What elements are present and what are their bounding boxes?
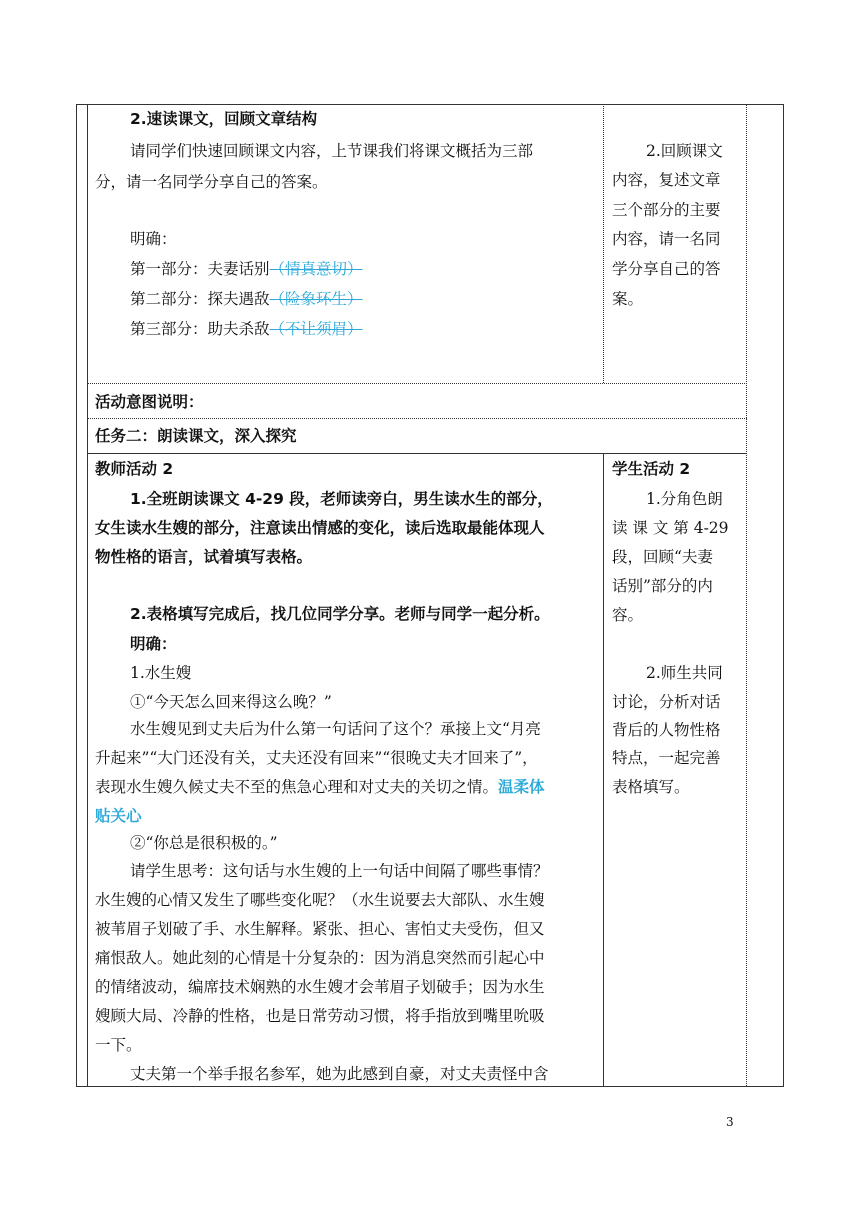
intro-paragraph-line: 分，请一名同学分享自己的答案。 [95,173,328,191]
student-text-line: 三个部分的主要 [612,201,721,219]
teacher-line: 明确： [130,635,177,653]
teacher-line: 嫂顾大局、冷静的性格，也是日常劳动习惯，将手指放到嘴里吮吸 [95,1007,545,1025]
student-text-line: 容。 [612,606,644,624]
student-text-line: 内容，请一名同 [612,230,721,248]
part-row [130,319,363,339]
table-bottom-border [76,1086,783,1087]
teacher-line: ①“今天怎么回来得这么晚？” [130,693,332,711]
teacher-line: 一下。 [95,1036,142,1054]
student-text-line: 表格填写。 [612,778,690,796]
student-text-line: 1.分角色朗 [646,490,723,508]
row-divider-3 [87,453,747,454]
teacher-line: 1.水生嫂 [130,664,192,682]
student-text-line: 案。 [612,290,644,308]
teacher-line: 被苇眉子划破了手、水生解释。紧张、担心、害怕丈夫受伤，但又 [95,920,545,938]
section-heading: 2.速读课文，回顾文章结构 [130,110,318,128]
table-top-border [76,104,783,105]
student-text-line: 段，回顾“夫妻 [612,548,713,566]
table-inner-left-border [87,104,88,1087]
teacher-line: 的情绪波动，编席技术娴熟的水生嫂才会苇眉子划破手；因为水生 [95,978,545,996]
student-text-line: 读 课 文 第 4-29 [612,519,729,537]
mingque-label: 明确： [130,230,177,248]
student-text-line: 学分享自己的答 [612,260,721,278]
teacher-line: 物性格的语言，试着填写表格。 [95,548,313,566]
part-label: 第三部分：助夫杀敌 [130,320,270,338]
teacher-line: 丈夫第一个举手报名参军，她为此感到自豪，对丈夫责怪中含 [130,1065,549,1083]
part-answer: （不让须眉） [269,320,363,338]
teacher-line: 2.表格填写完成后，找几位同学分享。老师与同学一起分析。 [130,605,550,623]
part-row [130,289,363,309]
column-divider-lower [603,453,604,1086]
column-divider [603,104,604,383]
teacher-line: 水生嫂的心情又发生了哪些变化呢？（水生说要去大部队、水生嫂 [95,891,545,909]
table-left-border [76,104,77,1087]
teacher-line-text: 表现水生嫂久候丈夫不至的焦急心理和对丈夫的关切之情。 [95,778,499,796]
part-answer: （险象环生） [269,290,363,308]
row-divider-2 [87,418,747,419]
highlight-trait: 温柔体 [498,778,545,796]
teacher-line: 请学生思考：这句话与水生嫂的上一句话中间隔了哪些事情？ [130,862,549,880]
part-row [130,259,363,279]
student-text-line: 2.师生共同 [646,664,723,682]
teacher-line: 1.全班朗读课文 4-29 段，老师读旁白，男生读水生的部分， [130,490,553,508]
teacher-activity-header: 教师活动 2 [95,460,174,478]
teacher-line: 升起来”“大门还没有关，丈夫还没有回来”“很晚丈夫才回来了”， [95,749,538,767]
part-label: 第二部分：探夫遇敌 [130,290,270,308]
student-text-line: 内容，复述文章 [612,171,721,189]
teacher-line [95,777,545,797]
part-label: 第一部分：夫妻话别 [130,260,270,278]
row-divider-1 [87,383,747,384]
student-text-line: 背后的人物性格 [612,721,721,739]
student-text-line: 特点，一起完善 [612,749,721,767]
teacher-line: 痛恨敌人。她此刻的心情是十分复杂的：因为消息突然而引起心中 [95,949,545,967]
page-number: 3 [726,1115,734,1129]
activity-intent-label: 活动意图说明： [95,393,204,411]
teacher-line: 女生读水生嫂的部分，注意读出情感的变化，读后选取最能体现人 [95,519,545,537]
part-answer: （情真意切） [269,260,363,278]
task-title: 任务二：朗读课文，深入探究 [95,427,297,445]
teacher-line: ②“你总是很积极的。” [130,834,278,852]
table-right-border [783,104,784,1087]
student-text-line: 讨论，分析对话 [612,693,721,711]
student-text-line: 2.回顾课文 [646,142,723,160]
student-text-line: 话别”部分的内 [612,577,713,595]
highlight-trait: 贴关心 [95,807,142,825]
teacher-line: 水生嫂见到丈夫后为什么第一句话问了这个？承接上文“月亮 [130,720,541,738]
intro-paragraph-line: 请同学们快速回顾课文内容，上节课我们将课文概括为三部 [130,142,534,160]
student-activity-header: 学生活动 2 [612,460,691,478]
table-right-inner-border [746,104,747,1086]
